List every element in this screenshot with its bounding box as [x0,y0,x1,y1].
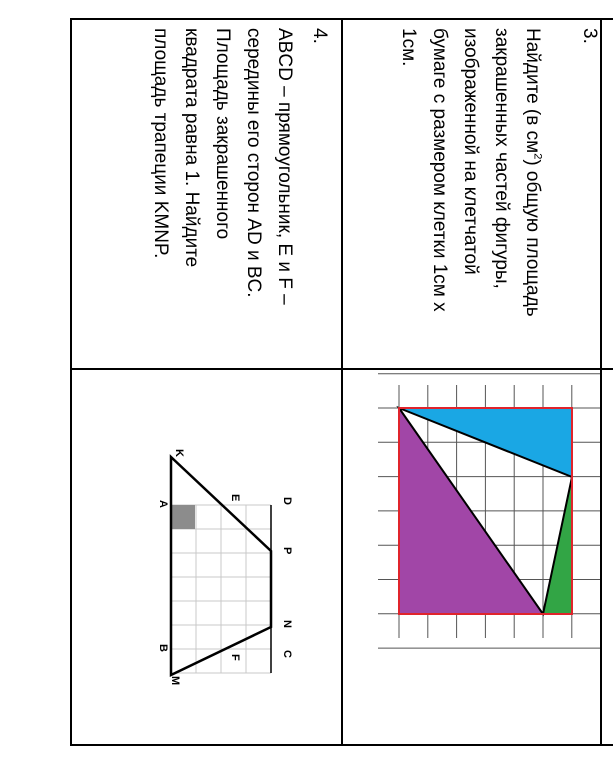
figure4-label-k: K [173,449,185,457]
figure4-label-m: M [169,676,181,686]
figure4-label-e: E [229,494,241,502]
task4-line-5: площадь трапеции KMNP. [150,28,171,259]
task3-line-1: Найдите (в $см^2$) общую площадь [522,28,544,317]
figure4-label-d: D [281,497,293,505]
figure4-label-f: F [229,654,241,661]
task3-line-4: бумаге с размером клетки 1см х [429,28,450,312]
task4-number: 4. [309,28,330,44]
figure4-shaded-square [171,505,195,529]
task4-line-1: ABCD – прямоугольник, E и F – [274,28,295,305]
task4-line-3: Площадь закрашенного [212,28,233,240]
task3-line-5: 1см. [398,28,419,67]
figure4-label-b: B [157,644,169,652]
figure4-label-p: P [281,547,293,555]
task4-line-4: квадрата равна 1. Найдите [181,28,202,268]
task4-line-2: середины его сторон AD и BC. [243,28,264,298]
figure4-label-n: N [281,620,293,628]
task3-number: 3. [579,28,600,44]
task3-line-3: изображенной на клетчатой [460,28,481,275]
figure4-label-a: A [157,500,169,508]
task3-line-2: закрашенных частей фигуры, [491,28,512,289]
figure4-grid [171,505,271,673]
figure4-label-c: C [281,650,293,658]
